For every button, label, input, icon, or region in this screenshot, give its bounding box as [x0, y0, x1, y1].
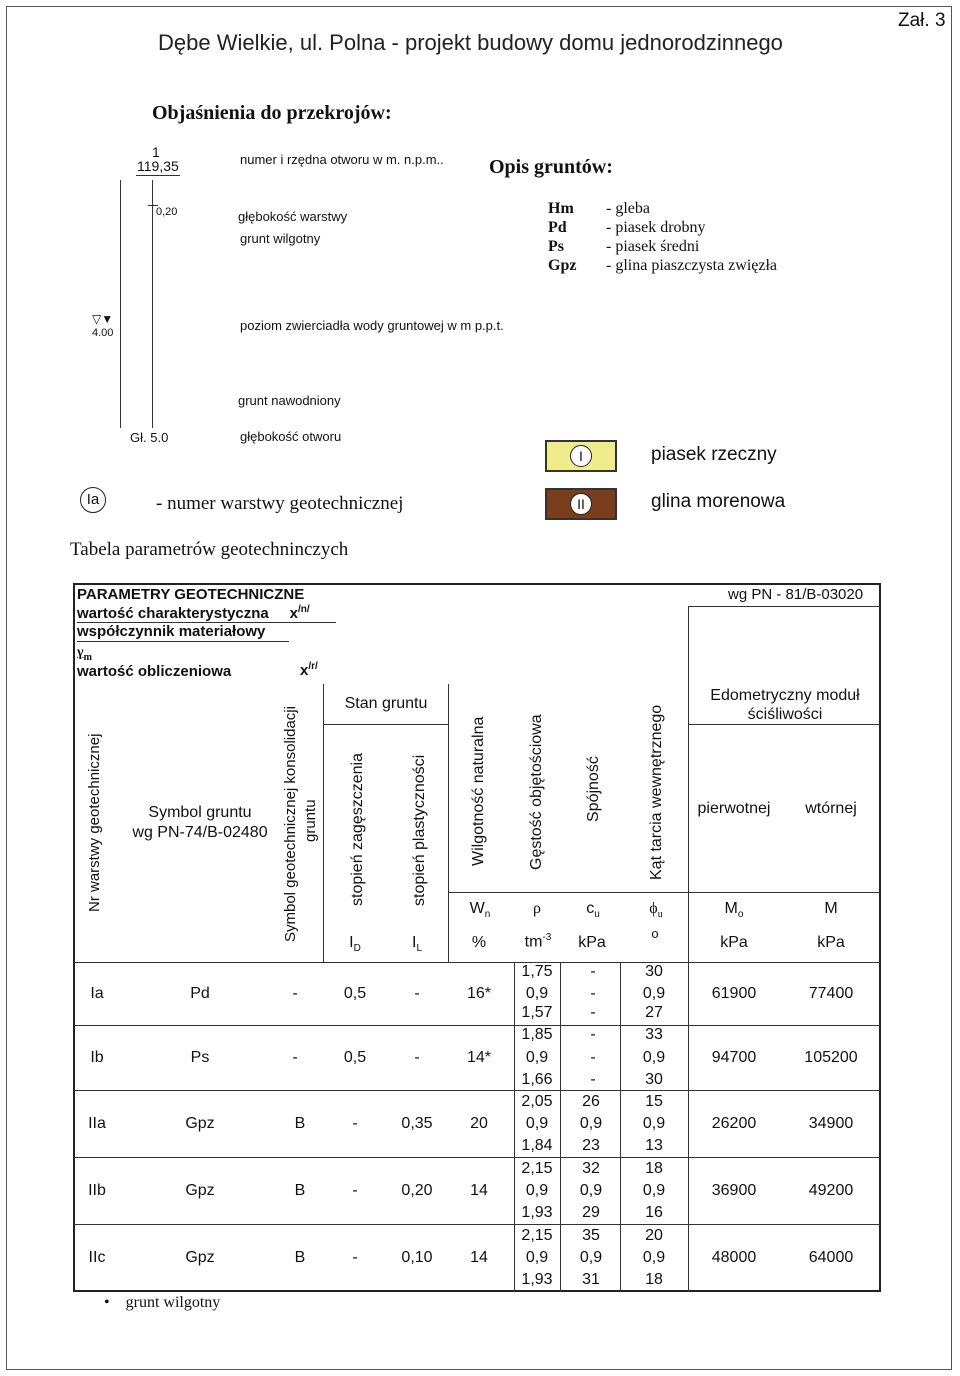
calc-symbol-x: x — [300, 662, 309, 679]
calc-value-sup: /r/ — [308, 661, 318, 672]
row-id: - — [352, 1115, 358, 1132]
row-il: 0,35 — [401, 1115, 433, 1132]
row-id: 0,5 — [343, 1049, 367, 1066]
row-cohesion: - — [590, 1026, 596, 1043]
row-mo: 94700 — [711, 1049, 757, 1066]
char-value-symbol: x — [289, 605, 298, 622]
row-friction: 0,9 — [642, 1249, 666, 1266]
col-state-header: Stan gruntu — [344, 695, 428, 712]
col-moisture-header: Wilgotność naturalna — [470, 716, 487, 866]
hole-label: numer i rzędna otworu w m. n.p.m.. — [240, 152, 444, 167]
norm-reference: wg PN - 81/B-03020 — [728, 586, 864, 603]
layer-depth-value: 0,20 — [156, 206, 178, 218]
row-rho: 0,9 — [525, 985, 549, 1002]
edo-divider — [688, 724, 880, 725]
sym-phi — [626, 900, 686, 920]
units-line — [448, 892, 880, 893]
row-line — [74, 1224, 880, 1225]
sym-w: W — [469, 900, 485, 917]
layer-number-label: - numer warstwy geotechnicznej — [156, 493, 404, 514]
row-moisture: 20 — [470, 1115, 488, 1132]
header-bottom-line — [74, 962, 880, 963]
moist-label: grunt wilgotny — [240, 231, 321, 246]
row-il: - — [414, 985, 420, 1002]
sym-phi-char: ϕ — [649, 900, 658, 917]
unit-rho-sup: -3 — [542, 932, 552, 943]
row-friction: 0,9 — [642, 985, 666, 1002]
row-friction: 0,9 — [642, 1049, 666, 1066]
row-symbol: Pd — [190, 985, 210, 1002]
sym-w-sub: n — [484, 909, 491, 921]
row-friction: 0,9 — [642, 1115, 666, 1132]
row-il: - — [414, 1049, 420, 1066]
sym-il-sub: L — [416, 943, 422, 955]
row-moisture: 14* — [466, 1049, 492, 1066]
water-level-icon: ▽▼ — [92, 312, 114, 326]
row-moisture: 14 — [470, 1249, 488, 1266]
unit-mo: kPa — [720, 934, 748, 951]
row-rho: 1,84 — [521, 1137, 553, 1154]
row-friction: 0,9 — [642, 1182, 666, 1199]
state-divider — [323, 724, 448, 725]
col-consol-header-2: gruntu — [302, 799, 319, 842]
col-density-header: stopień zagęszczenia — [349, 753, 366, 906]
footnote-text: grunt wilgotny — [125, 1294, 221, 1311]
row-mo: 48000 — [711, 1249, 757, 1266]
row-rho: 1,75 — [521, 963, 553, 980]
sym-m: M — [824, 900, 838, 917]
unit-rho — [514, 932, 562, 951]
col-line — [323, 684, 324, 962]
sym-rho: ρ — [533, 900, 541, 917]
row-line — [74, 1025, 880, 1026]
table-title: Tabela parametrów geotechninczych — [70, 539, 349, 560]
sym-id-char: I — [349, 934, 354, 951]
col-primary-header: pierwotnej — [697, 800, 771, 817]
row-friction: 15 — [645, 1093, 663, 1110]
row-consol: - — [292, 985, 298, 1002]
hole-elevation: 119,35 — [137, 158, 179, 174]
col-consol-header: Symbol geotechnicznej konsolidacji — [282, 706, 299, 942]
hole-head-line — [136, 175, 180, 176]
row-cohesion: 23 — [582, 1137, 600, 1154]
unit-rho-text: tm — [524, 933, 543, 951]
sym-c: c — [586, 900, 595, 917]
row-consol: B — [294, 1249, 306, 1266]
row-friction: 27 — [645, 1004, 663, 1021]
row-moisture: 16* — [466, 985, 492, 1002]
col-layer-header: Nr warstwy geotechnicznej — [86, 733, 103, 912]
sym-il — [386, 934, 448, 954]
row-cohesion: - — [590, 985, 596, 1002]
row-rho: 0,9 — [525, 1115, 549, 1132]
row-friction: 18 — [645, 1160, 663, 1177]
soils-title: Opis gruntów: — [489, 156, 613, 178]
sym-il-char: I — [411, 934, 417, 951]
unit-phi: o — [651, 926, 659, 941]
norm-underline — [688, 606, 880, 607]
document-title: Dębe Wielkie, ul. Polna - projekt budowy domu jednorodzinnego — [158, 30, 783, 55]
row-moisture: 14 — [470, 1182, 488, 1199]
row-layer: Ia — [90, 985, 104, 1002]
row-m: 34900 — [808, 1115, 854, 1132]
explanations-title: Objaśnienia do przekrojów: — [152, 102, 392, 124]
row-consol: - — [292, 1049, 298, 1066]
col-symbol-header: Symbol gruntu — [148, 804, 252, 821]
soil-desc: - piasek średni — [606, 238, 700, 255]
calc-value-symbol — [300, 661, 318, 679]
row-rho: 2,15 — [521, 1160, 553, 1177]
row-cohesion: - — [590, 1004, 596, 1021]
col-plastic-header: stopień plastyczności — [411, 754, 428, 906]
char-value-sup: /n/ — [297, 604, 310, 615]
col-bulk-header: Gęstość objętościowa — [528, 714, 545, 870]
row-rho: 1,66 — [521, 1071, 553, 1088]
depth-label: głębokość warstwy — [238, 209, 348, 224]
sym-mo — [688, 900, 780, 920]
row-cohesion: 29 — [582, 1204, 600, 1221]
row-symbol: Gpz — [185, 1182, 215, 1199]
row-rho: 1,57 — [521, 1004, 553, 1021]
row-symbol: Gpz — [185, 1249, 215, 1266]
row-cohesion: - — [590, 1049, 596, 1066]
row-layer: IIc — [88, 1249, 106, 1266]
gamma-sub: m — [83, 651, 92, 663]
row-symbol: Ps — [190, 1049, 210, 1066]
gamma-label — [77, 645, 92, 663]
row-rho: 1,85 — [521, 1026, 553, 1043]
col-line — [560, 962, 561, 1292]
legend-label-clay: glina morenowa — [651, 491, 786, 512]
row-cohesion: 0,9 — [579, 1249, 603, 1266]
row-rho: 2,15 — [521, 1227, 553, 1244]
char-value-text: wartość charakterystyczna — [77, 605, 269, 622]
row-m: 77400 — [808, 985, 854, 1002]
soil-code: Gpz — [548, 257, 577, 274]
row-cohesion: 32 — [582, 1160, 600, 1177]
row-mo: 61900 — [711, 985, 757, 1002]
row-il: 0,10 — [401, 1249, 433, 1266]
row-il: 0,20 — [401, 1182, 433, 1199]
row-cohesion: 0,9 — [579, 1182, 603, 1199]
table-border — [73, 583, 881, 585]
legend-roman-marker: I — [570, 445, 592, 467]
soil-desc: - glina piaszczysta zwięzła — [606, 257, 778, 274]
soil-desc: - piasek drobny — [606, 219, 706, 236]
row-friction: 16 — [645, 1204, 663, 1221]
row-friction: 30 — [645, 963, 663, 980]
row-cohesion: 0,9 — [579, 1115, 603, 1132]
col-edo-header: Edometryczny moduł ściśliwości — [710, 687, 860, 723]
table-border — [73, 1290, 881, 1292]
row-cohesion: 31 — [582, 1271, 600, 1288]
col-symbol-header-2: wg PN-74/B-02480 — [132, 824, 268, 841]
row-friction: 13 — [645, 1137, 663, 1154]
bottom-label: głębokość otworu — [240, 429, 342, 444]
row-symbol: Gpz — [185, 1115, 215, 1132]
calc-value-text: wartość obliczeniowa — [77, 663, 232, 680]
row-rho: 0,9 — [525, 1249, 549, 1266]
row-id: - — [352, 1249, 358, 1266]
water-level-value: 4.00 — [92, 327, 114, 339]
header-underline — [77, 641, 289, 642]
water-label: poziom zwierciadła wody gruntowej w m p.p.t. — [240, 318, 504, 333]
hole-wall-right — [152, 180, 153, 428]
soil-code: Pd — [548, 219, 567, 236]
footnote — [104, 1294, 220, 1312]
row-id: - — [352, 1182, 358, 1199]
saturated-label: grunt nawodniony — [238, 393, 341, 408]
row-rho: 1,93 — [521, 1204, 553, 1221]
soil-code: Hm — [548, 200, 574, 217]
attachment-label: Zał. 3 — [898, 10, 946, 31]
row-layer: IIb — [88, 1182, 106, 1199]
char-value-label — [77, 604, 310, 622]
unit-cohesion: kPa — [578, 934, 606, 951]
row-rho: 2,05 — [521, 1093, 553, 1110]
hole-number: 1 — [152, 144, 160, 160]
sym-id-sub: D — [353, 943, 361, 955]
row-friction: 18 — [645, 1271, 663, 1288]
hole-wall-left — [120, 180, 121, 428]
row-cohesion: 26 — [582, 1093, 600, 1110]
row-consol: B — [294, 1115, 306, 1132]
sym-mo-char: M — [724, 900, 738, 917]
col-secondary-header: wtórnej — [805, 800, 857, 817]
material-coef-label: współczynnik materiałowy — [77, 623, 266, 640]
unit-m: kPa — [817, 934, 845, 951]
layer-number-marker: Ia — [80, 487, 106, 513]
bullet-icon: • — [104, 1294, 110, 1311]
row-friction: 33 — [645, 1026, 663, 1043]
row-rho: 0,9 — [525, 1049, 549, 1066]
row-cohesion: - — [590, 1071, 596, 1088]
row-id: 0,5 — [343, 985, 367, 1002]
unit-moisture: % — [471, 934, 487, 951]
sym-mo-sub: o — [737, 909, 744, 921]
row-layer: Ib — [90, 1049, 104, 1066]
row-line — [74, 1090, 880, 1091]
col-friction-header: Kąt tarcia wewnętrznego — [648, 704, 665, 880]
sym-moisture — [450, 900, 510, 920]
row-rho: 1,93 — [521, 1271, 553, 1288]
row-line — [74, 1157, 880, 1158]
row-cohesion: 35 — [582, 1227, 600, 1244]
row-m: 49200 — [808, 1182, 854, 1199]
legend-roman-marker: II — [570, 493, 592, 515]
row-mo: 36900 — [711, 1182, 757, 1199]
row-m: 64000 — [808, 1249, 854, 1266]
legend-label-sand: piasek rzeczny — [651, 444, 777, 465]
sym-cohesion — [566, 900, 620, 920]
row-layer: IIa — [88, 1115, 106, 1132]
row-friction: 30 — [645, 1071, 663, 1088]
params-heading: PARAMETRY GEOTECHNICZNE — [77, 586, 305, 603]
col-line — [448, 684, 449, 962]
sym-id — [324, 934, 386, 954]
sym-c-sub: u — [594, 909, 600, 921]
row-m: 105200 — [804, 1049, 858, 1066]
col-cohesion-header: Spójność — [585, 756, 602, 822]
sym-phi-sub: u — [657, 909, 663, 921]
row-friction: 20 — [645, 1227, 663, 1244]
soil-desc: - gleba — [606, 200, 650, 217]
soil-code: Ps — [548, 238, 564, 255]
row-mo: 26200 — [711, 1115, 757, 1132]
gamma-symbol: γ — [77, 645, 84, 660]
row-cohesion: - — [590, 963, 596, 980]
row-rho: 0,9 — [525, 1182, 549, 1199]
row-consol: B — [294, 1182, 306, 1199]
bottom-depth-value: Gł. 5.0 — [130, 430, 169, 445]
